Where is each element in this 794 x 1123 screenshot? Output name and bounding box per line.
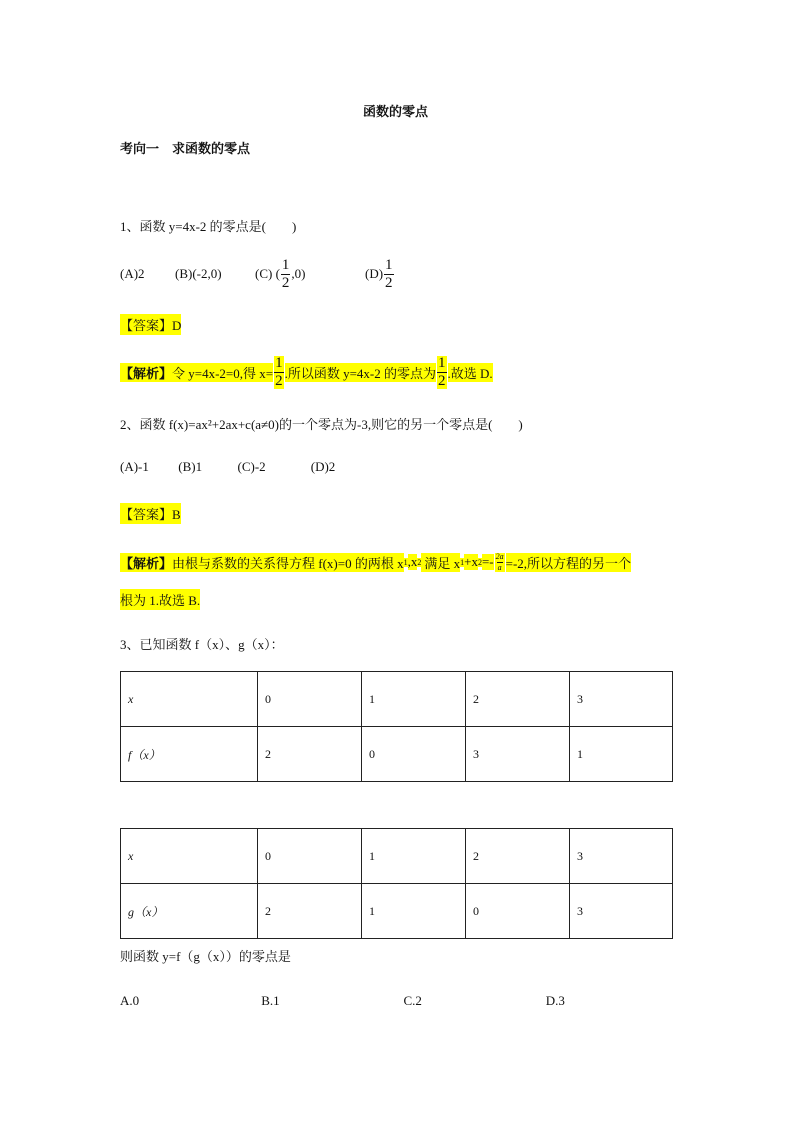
option-a: A.0 — [120, 993, 140, 1008]
option-d: (D)2 — [310, 459, 336, 474]
answer-1: 【答案】D — [120, 314, 181, 335]
option-d: (D) $\frac{1}{2}$ — [365, 256, 393, 291]
question-2-options — [120, 459, 335, 475]
table-cell: 2 — [258, 884, 362, 939]
table-cell: 1 — [362, 672, 466, 727]
table-cell: 2 — [466, 829, 570, 884]
option-d: D.3 — [545, 993, 565, 1008]
option-a: (A)2 — [120, 266, 145, 281]
table-cell: 1 — [362, 884, 466, 939]
table-cell: 3 — [570, 672, 673, 727]
option-b: (B)1 — [178, 459, 203, 474]
section-heading: 考向一 求函数的零点 — [120, 141, 251, 156]
table-row — [121, 829, 673, 884]
analysis-1: 【解析】 令 y=4x-2=0,得 x= $\frac{1}{2}$ .所以函数 y=4x-2 的零点为 $\frac{1}{2}$ .故选 D. — [120, 354, 493, 389]
option-a: (A)-1 — [120, 459, 149, 474]
question-3-prompt: 则函数 y=f（g（x））的零点是 — [120, 949, 291, 964]
option-c: (C)-2 — [237, 459, 266, 474]
table-cell: 3 — [466, 727, 570, 782]
option-b: B.1 — [261, 993, 280, 1008]
table-cell: g（x） — [121, 884, 258, 939]
fraction-one-half: $\frac{1}{2}$ — [385, 256, 393, 291]
table-cell: f（x） — [121, 727, 258, 782]
question-1-options — [120, 254, 395, 294]
question-2-stem: 2、函数 f(x)=ax²+2ax+c(a≠0)的一个零点为-3,则它的另一个零点是( ) — [120, 417, 523, 432]
table-row — [121, 727, 673, 782]
table-cell: 0 — [362, 727, 466, 782]
page-title: 函数的零点 — [363, 104, 429, 119]
table-cell: 0 — [258, 829, 362, 884]
question-3-options — [120, 993, 565, 1009]
table-row — [121, 672, 673, 727]
table-cell: x — [121, 672, 258, 727]
table-cell: 0 — [258, 672, 362, 727]
answer-2: 【答案】B — [120, 503, 181, 524]
table-g — [120, 828, 673, 939]
fraction-one-half: $\frac{1}{2}$ — [438, 354, 446, 389]
table-cell: 1 — [362, 829, 466, 884]
table-f — [120, 671, 673, 782]
table-cell: 1 — [570, 727, 673, 782]
fraction-one-half: $\frac{1}{2}$ — [281, 256, 290, 291]
fraction-2a-over-a: $\frac{2a}{a}$ — [495, 551, 504, 572]
table-cell: x — [121, 829, 258, 884]
table-cell: 0 — [466, 884, 570, 939]
analysis-2: 【解析】 由根与系数的关系得方程 f(x)=0 的两根 x 1 ,x 2 满足 x 1 +x 2 =- $\frac{2a}{a}$ =-2,所以方程的另一个 — [120, 551, 632, 572]
option-c: C.2 — [403, 993, 422, 1008]
question-3-stem: 3、已知函数 f（x）、g（x）： — [120, 637, 284, 652]
analysis-2-continued: 根为 1.故选 B. — [120, 589, 200, 610]
table-cell: 2 — [466, 672, 570, 727]
table-cell: 3 — [570, 884, 673, 939]
fraction-one-half: $\frac{1}{2}$ — [275, 354, 283, 389]
table-cell: 3 — [570, 829, 673, 884]
table-cell: 2 — [258, 727, 362, 782]
option-b: (B)(-2,0) — [175, 266, 222, 281]
question-1-stem: 1、函数 y=4x-2 的零点是( ) — [120, 219, 297, 234]
table-row — [121, 884, 673, 939]
option-c: (C) ( $\frac{1}{2}$ ,0) — [255, 256, 306, 291]
